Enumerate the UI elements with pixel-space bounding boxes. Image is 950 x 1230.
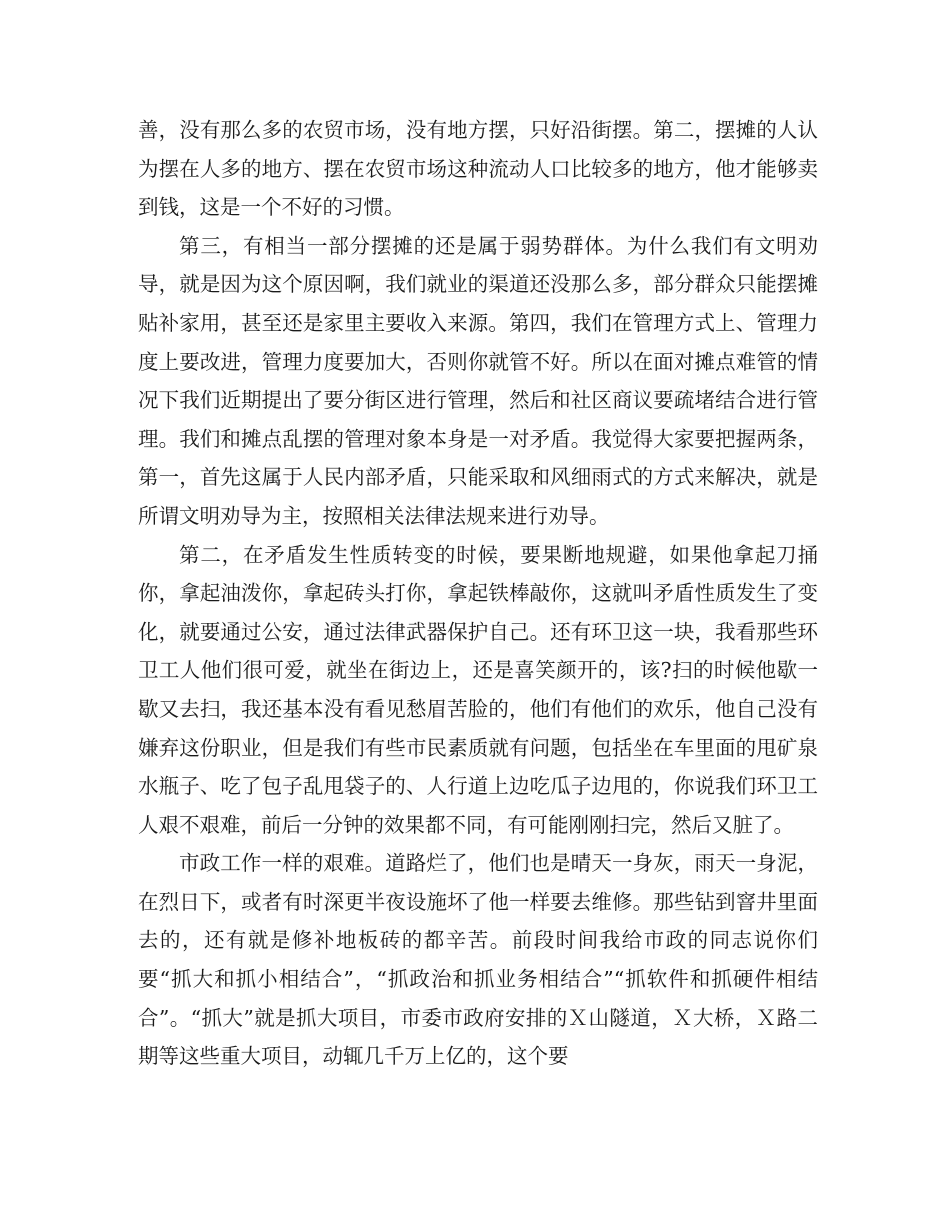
- paragraph-2: 第三，有相当一部分摆摊的还是属于弱势群体。为什么我们有文明劝导，就是因为这个原因啊，我们就业的渠道还没那么多，部分群众只能摆摊贴补家用，甚至还是家里主要收入来源。第四，我们在管理方式上、管理力度上要改进，管理力度要加大，否则你就管不好。所以在面对摊点难管的情况下我们近期提出了要分街区进行管理，然后和社区商议要疏堵结合进行管理。我们和摊点乱摆的管理对象本身是一对矛盾。我觉得大家要把握两条，第一，首先这属于人民内部矛盾，只能采取和风细雨式的方式来解决，就是所谓文明劝导为主，按照相关法律法规来进行劝导。: [138, 233, 818, 528]
- paragraph-1: 善，没有那么多的农贸市场，没有地方摆，只好沿街摆。第二，摆摊的人认为摆在人多的地方、摆在农贸市场这种流动人口比较多的地方，他才能够卖到钱，这是一个不好的习惯。: [138, 118, 818, 220]
- paragraph-3: 第二，在矛盾发生性质转变的时候，要果断地规避，如果他拿起刀捅你，拿起油泼你，拿起砖头打你，拿起铁棒敲你，这就叫矛盾性质发生了变化，就要通过公安，通过法律武器保护自己。还有环卫这一块，我看那些环卫工人他们很可爱，就坐在街边上，还是喜笑颜开的，该?扫的时候他歇一歇又去扫，我还基本没有看见愁眉苦脸的，他们有他们的欢乐，他自己没有嫌弃这份职业，但是我们有些市民素质就有问题，包括坐在车里面的甩矿泉水瓶子、吃了包子乱甩袋子的、人行道上边吃瓜子边甩的，你说我们环卫工人艰不艰难，前后一分钟的效果都不同，有可能刚刚扫完，然后又脏了。: [138, 542, 818, 837]
- body-text: [138, 111, 818, 1076]
- paragraph-4: 市政工作一样的艰难。道路烂了，他们也是晴天一身灰，雨天一身泥，在烈日下，或者有时深更半夜设施坏了他一样要去维修。那些钻到窨井里面去的，还有就是修补地板砖的都辛苦。前段时间我给市政的同志说你们要“抓大和抓小相结合”，“抓政治和抓业务相结合”“抓软件和抓硬件相结合”。“抓大”就是抓大项目，市委市政府安排的Ｘ山隧道，Ｘ大桥，Ｘ路二期等这些重大项目，动辄几千万上亿的，这个要: [138, 851, 818, 1069]
